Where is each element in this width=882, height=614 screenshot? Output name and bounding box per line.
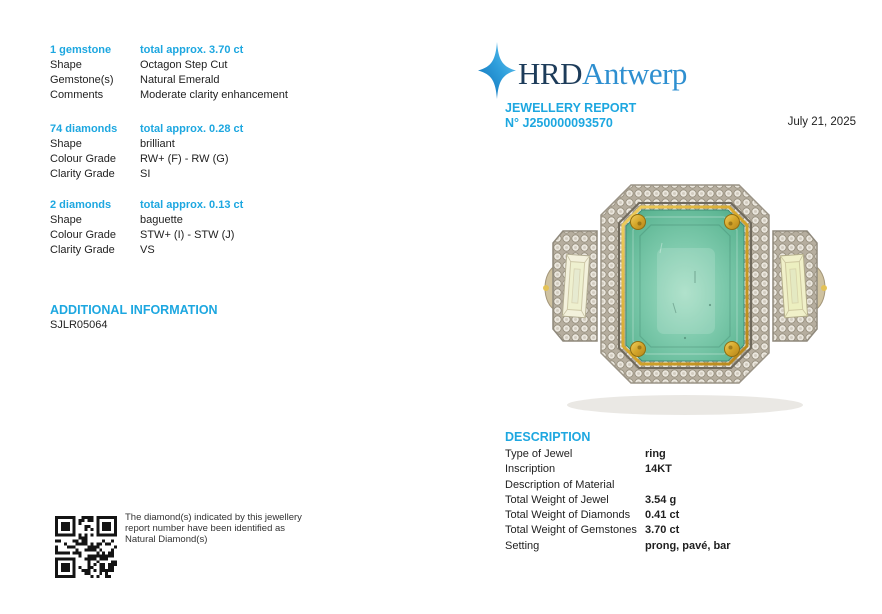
stone-attribute-row [50, 228, 450, 243]
description-row [505, 539, 865, 554]
brand-wordmark [518, 55, 687, 91]
brand-antwerp: Antwerp [581, 55, 687, 91]
stone-count: 1 gemstone [50, 44, 112, 56]
diamonds-section-header [50, 122, 450, 137]
gemstone-section-header [50, 43, 450, 58]
report-date: July 21, 2025 [787, 116, 856, 128]
description-row [505, 462, 865, 477]
additional-information-section [50, 303, 218, 333]
additional-information-heading: ADDITIONAL INFORMATION [50, 303, 218, 317]
baguette-diamond-right [780, 254, 807, 317]
attribute-label: Gemstone(s) [50, 74, 114, 86]
stone-attribute-row [50, 58, 450, 73]
description-value: prong, pavé, bar [645, 539, 731, 552]
report-header [505, 101, 636, 131]
attribute-value: Moderate clarity enhancement [140, 89, 288, 101]
stone-attribute-row [50, 213, 450, 228]
description-value: ring [645, 448, 666, 460]
attribute-label: Colour Grade [50, 229, 117, 241]
additional-information-value: SJLR05064 [50, 319, 108, 331]
diamonds-section-header [50, 198, 450, 213]
description-label: Total Weight of Gemstones [505, 524, 637, 537]
band-glint-right [821, 285, 827, 291]
stone-attribute-row [50, 167, 450, 182]
attribute-label: Clarity Grade [50, 168, 115, 180]
emerald-stone [626, 210, 744, 361]
stone-count: 2 diamonds [50, 199, 112, 211]
natural-diamond-disclaimer: The diamond(s) indicated by this jewellery report number have been identified as Natural Diamond(s) [125, 512, 302, 545]
attribute-value: Octagon Step Cut [140, 59, 228, 71]
description-label: Total Weight of Jewel [505, 493, 609, 506]
description-row [505, 493, 865, 508]
attribute-label: Clarity Grade [50, 244, 115, 256]
qr-code [55, 516, 117, 578]
stone-total-weight: total approx. 0.28 ct [140, 123, 244, 135]
stone-attribute-row [50, 152, 450, 167]
attribute-label: Shape [50, 214, 82, 226]
attribute-value: STW+ (I) - STW (J) [140, 229, 235, 241]
attribute-value: baguette [140, 214, 183, 226]
stone-attribute-row [50, 137, 450, 152]
stone-attribute-row [50, 88, 450, 103]
ring-shadow [567, 395, 803, 415]
description-label: Setting [505, 539, 540, 552]
baguette-diamond-left [562, 254, 589, 317]
qr-code-icon [55, 516, 117, 578]
attribute-label: Colour Grade [50, 153, 117, 165]
description-label: Inscription [505, 463, 556, 476]
description-row [505, 478, 865, 493]
diamonds-section-brilliant [50, 122, 450, 182]
gemstone-section [50, 43, 450, 103]
hrd-antwerp-logo [478, 42, 687, 104]
description-value: 3.70 ct [645, 524, 680, 537]
brand-hrd: HRD [518, 55, 582, 91]
description-row [505, 523, 865, 538]
attribute-value: RW+ (F) - RW (G) [140, 153, 229, 165]
description-value: 0.41 ct [645, 509, 680, 522]
report-number: N° J250000093570 [505, 116, 613, 130]
right-shoulder [773, 231, 817, 341]
ring-illustration [535, 153, 835, 423]
attribute-value: Natural Emerald [140, 74, 220, 86]
band-glint-left [543, 285, 549, 291]
description-value: 3.54 g [645, 493, 677, 506]
description-label: Type of Jewel [505, 448, 573, 460]
stone-attribute-row [50, 73, 450, 88]
stone-count: 74 diamonds [50, 123, 118, 135]
description-heading: DESCRIPTION [505, 430, 591, 444]
attribute-value: SI [140, 168, 151, 180]
description-value: 14KT [645, 463, 672, 476]
description-label: Description of Material [505, 478, 615, 491]
attribute-label: Shape [50, 138, 82, 150]
attribute-value: VS [140, 244, 155, 256]
attribute-label: Comments [50, 89, 104, 101]
description-row [505, 508, 865, 523]
description-value [645, 478, 865, 493]
hrd-star-icon [478, 42, 516, 104]
stone-total-weight: total approx. 0.13 ct [140, 199, 244, 211]
description-row [505, 447, 865, 462]
diamonds-section-baguette [50, 198, 450, 258]
left-shoulder [553, 231, 597, 341]
attribute-value: brilliant [140, 138, 175, 150]
stone-attribute-row [50, 243, 450, 258]
description-label: Total Weight of Diamonds [505, 509, 631, 522]
stone-total-weight: total approx. 3.70 ct [140, 44, 244, 56]
report-title: JEWELLERY REPORT [505, 101, 637, 115]
ring-photo [535, 153, 835, 423]
attribute-label: Shape [50, 59, 82, 71]
description-section [505, 429, 865, 554]
